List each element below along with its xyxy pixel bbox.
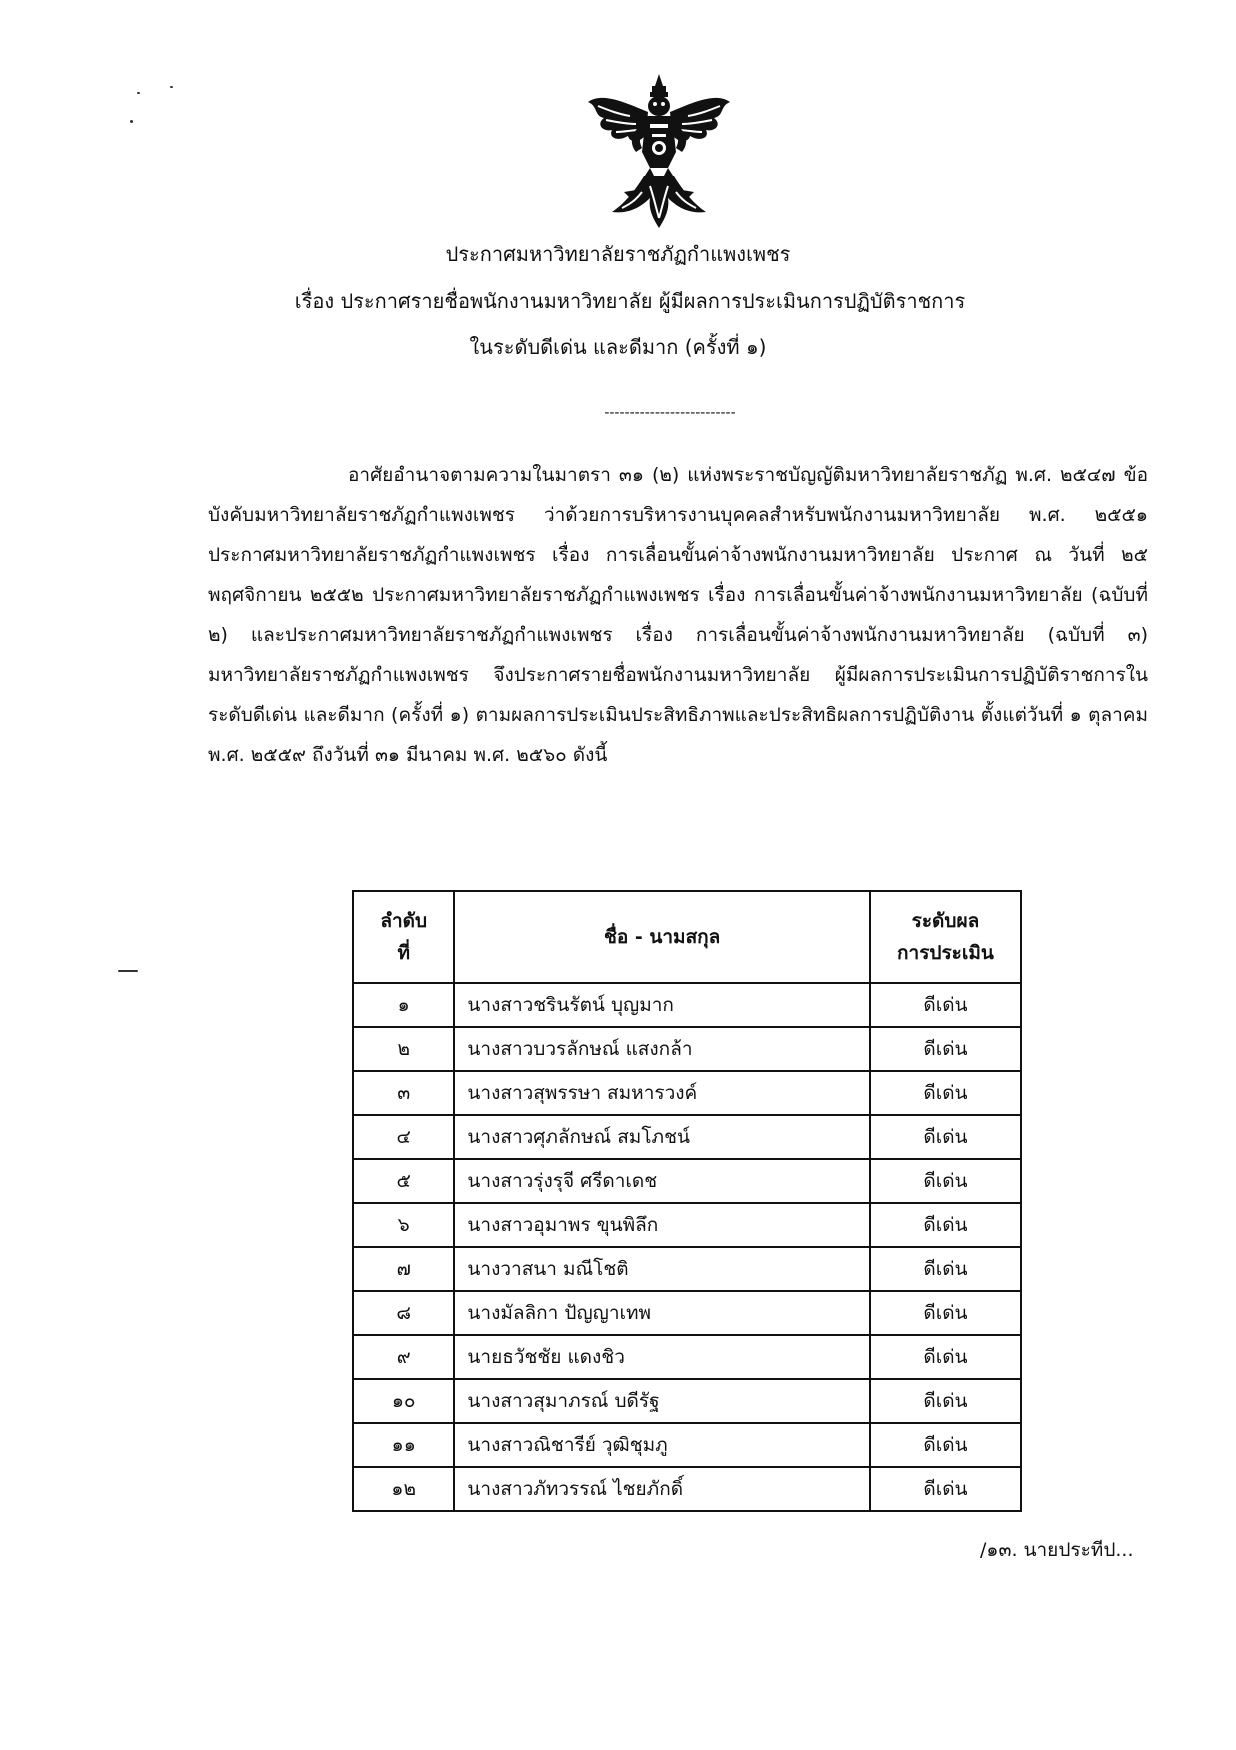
- header-full-name-text: ชื่อ - นามสกุล: [603, 926, 721, 948]
- cell-name: นางสาวสุมาภรณ์ บดีรัฐ: [454, 1379, 869, 1423]
- cell-level: ดีเด่น: [870, 1247, 1021, 1291]
- table-row: [353, 1379, 1021, 1423]
- cell-level: ดีเด่น: [870, 983, 1021, 1027]
- table-row: [353, 1335, 1021, 1379]
- table-row: [353, 1423, 1021, 1467]
- cell-level: ดีเด่น: [870, 1159, 1021, 1203]
- cell-name: นางวาสนา มณีโชติ: [454, 1247, 869, 1291]
- header-full-name: [454, 891, 869, 983]
- cell-order: ๔: [353, 1115, 454, 1159]
- announcement-subject-continued: ในระดับดีเด่น และดีมาก (ครั้งที่ ๑): [469, 335, 767, 359]
- table-row: [353, 1115, 1021, 1159]
- table-row: [353, 1467, 1021, 1511]
- cell-order: ๙: [353, 1335, 454, 1379]
- cell-order: ๑๑: [353, 1423, 454, 1467]
- garuda-emblem-icon: [584, 72, 734, 230]
- cell-order: ๓: [353, 1071, 454, 1115]
- cell-level: ดีเด่น: [870, 1115, 1021, 1159]
- table-header-row: [353, 891, 1021, 983]
- cell-level: ดีเด่น: [870, 1467, 1021, 1511]
- cell-order: ๒: [353, 1027, 454, 1071]
- header-order-line2: ที่: [397, 942, 410, 964]
- scan-speck: [137, 92, 140, 94]
- page-continuation-note: /๑๓. นายประทีป...: [980, 1539, 1134, 1561]
- table-row: [353, 1291, 1021, 1335]
- cell-name: นางสาวอุมาพร ขุนพิลึก: [454, 1203, 869, 1247]
- cell-level: ดีเด่น: [870, 1335, 1021, 1379]
- announcement-title: ประกาศมหาวิทยาลัยราชภัฏกำแพงเพชร: [445, 242, 791, 266]
- cell-level: ดีเด่น: [870, 1071, 1021, 1115]
- cell-level: ดีเด่น: [870, 1203, 1021, 1247]
- cell-order: ๕: [353, 1159, 454, 1203]
- table-row: [353, 1027, 1021, 1071]
- cell-name: นางสาวชรินรัตน์ บุญมาก: [454, 983, 869, 1027]
- cell-name: นางสาวสุพรรษา สมหารวงค์: [454, 1071, 869, 1115]
- table-row: [353, 1247, 1021, 1291]
- cell-order: ๑๐: [353, 1379, 454, 1423]
- header-order-line1: ลำดับ: [380, 910, 428, 932]
- cell-level: ดีเด่น: [870, 1379, 1021, 1423]
- scan-speck: [118, 970, 138, 972]
- cell-name: นางสาวณิชารีย์ วุฒิชุมภู: [454, 1423, 869, 1467]
- table-row: [353, 1071, 1021, 1115]
- heading-divider: --------------------------: [604, 405, 736, 421]
- cell-level: ดีเด่น: [870, 1027, 1021, 1071]
- table-row: [353, 983, 1021, 1027]
- cell-order: ๑๒: [353, 1467, 454, 1511]
- cell-name: นางสาวรุ่งรุจี ศรีดาเดช: [454, 1159, 869, 1203]
- cell-name: นางมัลลิกา ปัญญาเทพ: [454, 1291, 869, 1335]
- header-evaluation-level: [870, 891, 1021, 983]
- cell-order: ๘: [353, 1291, 454, 1335]
- announcement-body: อาศัยอำนาจตามความในมาตรา ๓๑ (๒) แห่งพระราชบัญญัติมหาวิทยาลัยราชภัฏ พ.ศ. ๒๕๔๗ ข้อบังคับมหาวิทยาลัยราชภัฏกำแพงเพชร ว่าด้วยการบริหารงานบุคคลสำหรับพนักงานมหาวิทยาลัย พ.ศ. ๒๕๕๑ ประกาศมหาวิทยาลัยราชภัฏกำแพงเพชร เรื่อง การเลื่อนขั้นค่าจ้างพนักงานมหาวิทยาลัย ประกาศ ณ วันที่ ๒๕ พฤศจิกายน ๒๕๕๒ ประกาศมหาวิทยาลัยราชภัฏกำแพงเพชร เรื่อง การเลื่อนขั้นค่าจ้างพนักงานมหาวิทยาลัย (ฉบับที่ ๒) และประกาศมหาวิทยาลัยราชภัฏกำแพงเพชร เรื่อง การเลื่อนขั้นค่าจ้างพนักงานมหาวิทยาลัย (ฉบับที่ ๓) มหาวิทยาลัยราชภัฏกำแพงเพชร จึงประกาศรายชื่อพนักงานมหาวิทยาลัย ผู้มีผลการประเมินการปฏิบัติราชการในระดับดีเด่น และดีมาก (ครั้งที่ ๑) ตามผลการประเมินประสิทธิภาพและประสิทธิผลการปฏิบัติงาน ตั้งแต่วันที่ ๑ ตุลาคม พ.ศ. ๒๕๕๙ ถึงวันที่ ๓๑ มีนาคม พ.ศ. ๒๕๖๐ ดังนี้: [208, 464, 1148, 766]
- cell-name: นางสาวภัทวรรณ์ ไชยภักดิ์: [454, 1467, 869, 1511]
- header-level-line2: การประเมิน: [897, 942, 994, 964]
- cell-name: นางสาวบวรลักษณ์ แสงกล้า: [454, 1027, 869, 1071]
- cell-order: ๖: [353, 1203, 454, 1247]
- table-row: [353, 1159, 1021, 1203]
- cell-order: ๑: [353, 983, 454, 1027]
- cell-name: นายธวัชชัย แดงชิว: [454, 1335, 869, 1379]
- cell-level: ดีเด่น: [870, 1423, 1021, 1467]
- results-table: [352, 890, 1022, 1512]
- cell-level: ดีเด่น: [870, 1291, 1021, 1335]
- header-order-number: [353, 891, 454, 983]
- scan-speck: [130, 120, 133, 123]
- header-level-line1: ระดับผล: [911, 910, 980, 932]
- announcement-subject: เรื่อง ประกาศรายชื่อพนักงานมหาวิทยาลัย ผู้มีผลการประเมินการปฏิบัติราชการ: [294, 289, 966, 313]
- table-row: [353, 1203, 1021, 1247]
- cell-order: ๗: [353, 1247, 454, 1291]
- scan-speck: [170, 86, 173, 88]
- cell-name: นางสาวศุภลักษณ์ สมโภชน์: [454, 1115, 869, 1159]
